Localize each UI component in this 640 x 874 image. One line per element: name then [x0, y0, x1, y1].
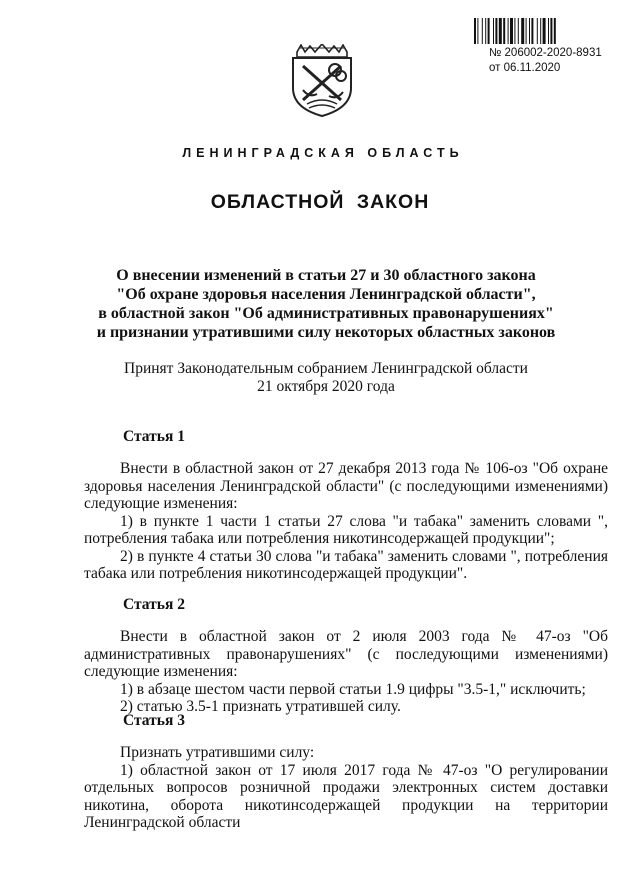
barcode-bar	[488, 18, 490, 44]
barcode-bar	[554, 18, 556, 44]
article-3-heading: Статья 3	[123, 712, 185, 729]
barcode-bar	[537, 18, 538, 44]
registration-date: от 06.11.2020	[489, 62, 561, 74]
barcode-bar	[540, 18, 541, 44]
article-2-paragraph: 2) статью 3.5-1 признать утратившей силу.	[120, 698, 401, 715]
law-title	[60, 266, 592, 342]
article-1-heading: Статья 1	[123, 428, 185, 445]
article-2-heading: Статья 2	[123, 596, 185, 613]
barcode-bar	[548, 18, 549, 44]
barcode-bar	[510, 18, 513, 44]
article-1-body	[84, 460, 608, 583]
article-1-paragraph: 1) в пункте 1 части 1 статьи 27 слова "и табака" заменить словами ", потребления табака или потребления никотинсодержащей продукции";	[84, 512, 608, 547]
barcode	[474, 18, 607, 44]
adoption-note	[60, 360, 592, 396]
article-3-body	[84, 744, 608, 832]
article-1-paragraph: Внести в областной закон от 27 декабря 2013 года № 106-оз "Об охране здоровья населения Ленинградской области" (с последующими изменениями) следующие изменения:	[84, 460, 608, 512]
barcode-bar	[503, 18, 505, 44]
barcode-bar	[477, 18, 478, 44]
law-title-line: и признании утратившими силу некоторых областных законов	[96, 324, 556, 341]
barcode-bar	[550, 18, 552, 44]
barcode-bar	[499, 18, 502, 44]
law-title-line: в областной закон "Об административных правонарушениях"	[98, 305, 554, 322]
barcode-bar	[493, 18, 494, 44]
barcode-bar	[485, 18, 486, 44]
barcode-bar	[482, 18, 483, 44]
adoption-date: 21 октября 2020 года	[257, 378, 395, 395]
barcode-bar	[531, 18, 533, 44]
coat-of-arms-emblem	[289, 44, 355, 118]
article-2-paragraph: 1) в абзаце шестом части первой статьи 1.9 цифры "3.5-1," исключить;	[120, 680, 586, 698]
article-2-body	[84, 628, 608, 716]
barcode-bar	[518, 18, 519, 44]
region-name: ЛЕНИНГРАДСКАЯ ОБЛАСТЬ	[182, 146, 464, 160]
barcode-bar	[474, 18, 476, 44]
barcode-bar	[529, 18, 530, 44]
article-1-paragraph: 2) в пункте 4 статьи 30 слова "и табака" заменить словами ", потребления табака или потребления никотинсодержащей продукции".	[84, 547, 608, 582]
barcode-bar	[495, 18, 497, 44]
law-title-line: "Об охране здоровья населения Ленинградской области",	[116, 286, 536, 303]
barcode-bar	[508, 18, 509, 44]
barcode-bar	[521, 18, 524, 44]
article-3-paragraph: Признать утратившими силу:	[120, 744, 315, 761]
document-type: ОБЛАСТНОЙ ЗАКОН	[210, 191, 430, 213]
law-title-line: О внесении изменений в статьи 27 и 30 областного закона	[116, 267, 536, 284]
barcode-bar	[543, 18, 546, 44]
article-2-paragraph: Внести в областной закон от 2 июля 2003 года № 47-оз "Об административных правонарушениях" (с последующими изменениями) следующие изменения:	[84, 628, 608, 680]
registration-number: № 206002-2020-8931	[489, 47, 602, 59]
barcode-bar	[526, 18, 527, 44]
barcode-bar	[514, 18, 515, 44]
adoption-body: Принят Законодательным собранием Ленинградской области	[124, 360, 528, 377]
article-3-paragraph: 1) областной закон от 17 июля 2017 года № 47-оз "О регулировании отдельных вопросов розничной продажи электронных систем доставки никотина, оборота никотинсодержащей продукции на территории Ленинградской области	[84, 761, 608, 831]
registration-block	[489, 46, 602, 76]
